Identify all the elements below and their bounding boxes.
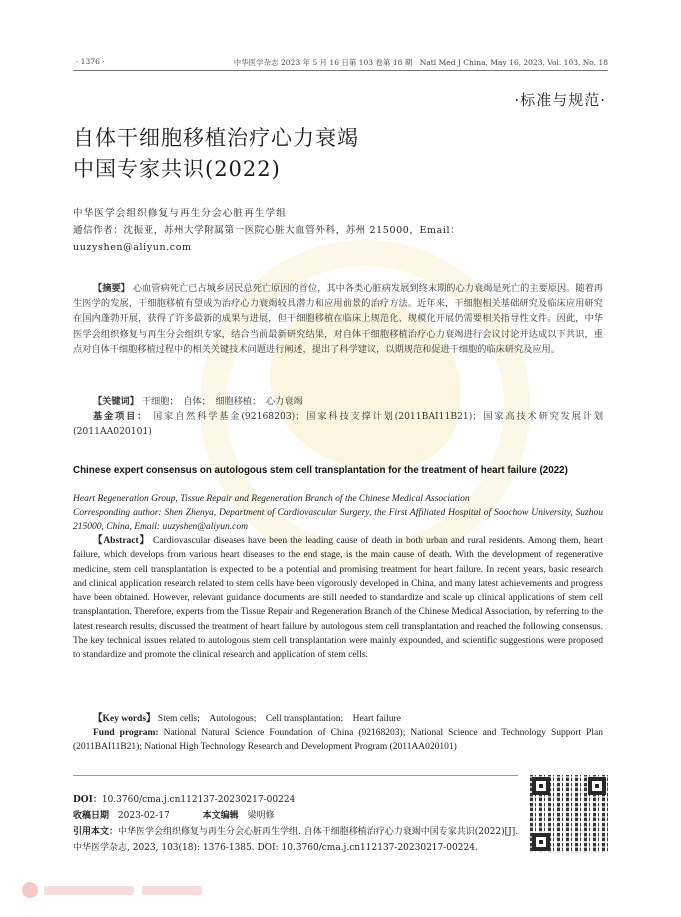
english-fund-label: Fund program: [93, 728, 159, 738]
english-fund-text: National Natural Science Foundation of China (92168203); National Science and Technology Support Plan (2011BAI11B21); National High Technology Research and Development Program (2011AA020101) [73, 728, 604, 753]
english-abstract-text: Cardiovascular diseases have been the leading cause of death in both urban and rural residents. Among them, heart failure, which develops from various heart diseases to the end stage, is the main cause of death. With the development of regenerative medicine, stem cell transplantation is expected to be a potential and promising treatment for heart failure. In recent years, basic research and clinical application research related to stem cells have been vigorously developed in China, and many latest achievements and progress have been obtained. However, relevant guidance documents are still needed to standardize and scale up clinical applications of stem cell transplantation. Therefore, experts from the Tissue Repair and Regeneration Branch of the Chinese Medical Association, by referring to the latest research results, discussed the treatment of heart failure by autologous stem cell transplantation and reached the following consensus. The key technical issues related to autologous stem cell transplantation were mainly expounded, and scientific suggestions were proposed to standardize and promote the clinical research and application of stem cells. [73, 536, 603, 661]
editor-name: 梁明修 [247, 811, 275, 821]
keywords-cn-label: 【关键词】 [93, 396, 139, 407]
header-rule [73, 70, 608, 71]
editor-label: 本文编辑 [202, 811, 239, 821]
english-keywords [73, 712, 603, 726]
keywords-cn-text: 干细胞； 自体； 细胞移植； 心力衰竭 [141, 396, 303, 407]
citation [73, 824, 523, 856]
english-group: Heart Regeneration Group, Tissue Repair and Regeneration Branch of the Chinese Medical Association [73, 494, 470, 504]
corresponding-email[interactable]: uuzyshen@aliyun.com [73, 242, 192, 253]
footer-rule [73, 775, 518, 776]
corresponding-author [73, 222, 613, 256]
publisher-logo-icon [20, 880, 220, 900]
english-keywords-text: Stem cells; Autologous; Cell transplantation; Heart failure [157, 714, 401, 724]
corresponding-author-text: 通信作者：沈振亚，苏州大学附属第一医院心脏大血管外科，苏州 215000，Email： [73, 225, 461, 236]
english-title: Chinese expert consensus on autologous stem cell transplantation for the treatment of heart failure (2022) [73, 465, 568, 476]
abstract-cn [73, 281, 603, 357]
section-tag: ·标准与规范· [514, 91, 606, 109]
abstract-cn-text: 心血管病死亡已占城乡居民总死亡原因的首位，其中各类心脏病发展到终末期的心力衰竭是死亡的主要原因。随着再生医学的发展，干细胞移植有望成为治疗心力衰竭较具潜力和应用前景的治疗方法。近年来，干细胞相关基础研究及临床应用研究在国内蓬勃开展，获得了许多最新的成果与进展，但干细胞移植在临床上规范化、规模化开展仍需要相关指导性文件。因此，中华医学会组织修复与再生分会组织专家，结合当前最新研究结果，对自体干细胞移植治疗心力衰竭进行会议讨论并达成以下共识，重点对自体干细胞移植过程中的相关关键技术问题进行阐述，提出了科学建议，以期规范和促进干细胞的临床研究及应用。 [73, 283, 604, 355]
received-label: 收稿日期 [73, 811, 110, 821]
fund-cn [73, 409, 603, 439]
publisher-logo [20, 880, 220, 900]
english-abstract-label: 【Abstract】 [93, 536, 150, 546]
fund-cn-text: 国家自然科学基金(92168203)；国家科技支撑计划(2011BAI11B21)；国家高技术研究发展计划(2011AA020101) [73, 411, 604, 438]
cite-text: 中华医学会组织修复与再生分会心脏再生学组. 自体干细胞移植治疗心力衰竭中国专家共识(2022)[J]. 中华医学杂志, 2023, 103(18): 1376-1385. DOI: 10.3760/cma.j.cn112137-20230217-00224. [73, 827, 519, 853]
cite-label: 引用本文： [73, 827, 119, 837]
english-corresponding: Corresponding author: Shen Zhenya, Department of Cardiovascular Surgery, the First Affiliated Hospital of Soochow University, Suzhou 215000, China, Email: uuzyshen@aliyun.com [73, 508, 603, 533]
doi-value[interactable]: 10.3760/cma.j.cn112137-20230217-00224 [101, 795, 296, 805]
received-line [73, 808, 275, 825]
qr-code[interactable] [530, 775, 608, 853]
fund-cn-label: 基金项目： [93, 411, 149, 422]
keywords-cn [73, 394, 603, 409]
english-abstract [73, 534, 603, 663]
doi-line [73, 792, 295, 809]
title-line-1: 自体干细胞移植治疗心力衰竭 [73, 126, 359, 150]
author-group: 中华医学会组织修复与再生分会心脏再生学组 [73, 208, 288, 219]
journal-header: 中华医学杂志 2023 年 5 月 16 日第 103 卷第 18 期 Natl Med J China, May 16, 2023, Vol. 103, No. 18 [233, 58, 608, 67]
doi-label: DOI： [73, 795, 102, 805]
english-fund [73, 726, 603, 755]
abstract-cn-label: 【摘要】 [93, 283, 130, 294]
title-line-2: 中国专家共识(2022) [73, 157, 281, 181]
received-date: 2023-02-17 [117, 811, 170, 821]
page-number: · 1376 · [76, 57, 105, 66]
english-keywords-label: 【Key words】 [93, 714, 156, 724]
